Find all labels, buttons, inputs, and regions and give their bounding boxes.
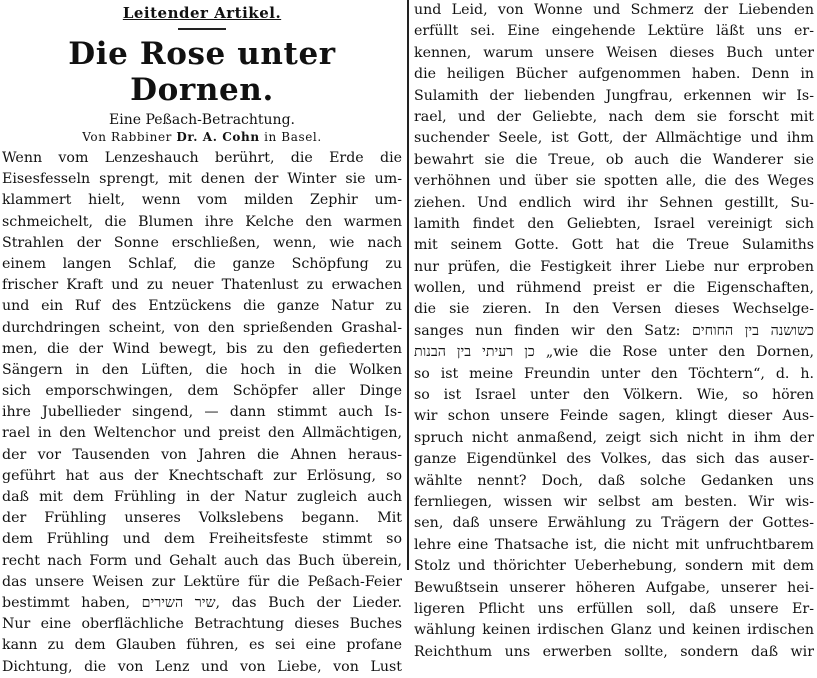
byline-suffix: in Basel. [264,130,322,144]
text-line: so ist meine Freundin unter den Töchtern“, d. h. [414,365,814,382]
column-divider [407,0,409,570]
text-line: כן רעיתי בין הבנות „wie die Rose unter den Dornen, [414,344,814,361]
article-subtitle: Eine Peßach-Betrachtung. [109,112,295,128]
text-line: wählte nennt? Doch, daß solche Gedanken uns [414,472,814,489]
right-column [414,0,814,663]
text-line: Nur eine oberflächliche Betrachtung dieses Buches [2,616,402,633]
text-line: daß mit dem Frühling in der Natur zugleich auch [2,489,402,505]
text-line: sen, daß unsere Erwählung zu Trägern der Gottes- [414,515,814,532]
text-line: men, die der Wind bewegt, bis zu den gefiederten [2,340,402,357]
right-column-text [414,0,814,663]
article-byline [2,130,402,144]
text-line: einem langen Schlaf, die ganze Schöpfung zu [2,255,402,272]
text-line: die heiligen Bücher aufgenommen haben. Denn in [414,66,814,83]
text-line: der Frühling unseres Volkslebens begann. Mit [2,510,402,527]
text-line: Stolz und thörichter Ueberhebung, sondern mit dem [414,558,814,575]
text-line: wir schon unsere Feinde sagen, klingt dieser Aus- [414,408,814,425]
text-line: rael, und der Geliebte, nach dem sie forscht mit [414,108,814,125]
text-line: spruch nicht anmaßend, zeigt sich nicht in ihm der [414,429,814,446]
text-line: und ein Ruf des Entzückens die ganze Natur zu [2,298,402,315]
text-line: kann zu dem Glauben führen, es sei eine profane [2,637,402,654]
text-line: fernliegen, wissen wir selbst am besten. Wir wis- [414,493,814,510]
text-line: suchender Seele, ist Gott, der Allmächtige und ihm [414,130,814,147]
text-line: Sulamith der liebenden Jungfrau, erkennen wir Is- [414,87,814,104]
text-line: ziehen. Und endlich wird ihr Sehnen gestillt, Su- [414,194,814,211]
text-line: bewahrt sie die Treue, ob auch die Wanderer sie [414,151,814,168]
text-line: Strahlen der Sonne erschließen, wenn, wie nach [2,234,402,251]
text-line: schmeichelt, die Blumen ihre Kelche den warmen [2,213,402,230]
text-line: ligeren Pflicht uns erfüllen soll, daß unsere Er- [414,600,814,617]
text-line: bestimmt haben, שיר השירים, das Buch der Lieder. [2,594,402,611]
text-line: durchdringen scheint, von den sprießenden Grashal- [2,319,402,336]
text-line: so ist Israel unter den Völkern. Wie, so hören [414,387,814,404]
byline-author: Dr. A. Cohn [176,130,260,144]
text-line: verhöhnen und über sie spotten alle, die des Weges [414,173,814,190]
text-line: rael in den Weltenchor und preist den Allmächtigen, [2,425,402,442]
text-line: Bewußtsein unserer höheren Aufgabe, unserer hei- [414,579,814,596]
text-line: dem Frühling und dem Freiheitsfeste stimmt so [2,531,402,548]
byline-prefix: Von Rabbiner [82,130,172,144]
text-line: Wenn vom Lenzeshauch berührt, die Erde die [2,150,402,166]
text-line: Eisesfesseln sprengt, mit denen der Winter sie um- [2,171,402,188]
left-column [2,0,402,678]
text-line: wollen, und rühmend preist er die Eigenschaften, [414,280,814,297]
article-title: Die Rose unter Dornen. [68,36,336,108]
text-line: wählung keinen irdischen Glanz und keinen irdischen [414,622,814,639]
text-line: Sängern in den Lüften, die hoch in die Wolken [2,361,402,378]
text-line: sich emporschwingen, dem Schöpfer aller Dinge [2,383,402,400]
text-line: die sie zieren. In den Versen dieses Wechselge- [414,301,814,318]
text-line: sanges nun finden wir den Satz: כשושנה בין החוחים [414,322,814,339]
heading-rule [178,28,226,30]
text-line: und Leid, von Wonne und Schmerz der Liebenden [414,2,814,18]
text-line: recht nach Form und Gehalt auch das Buch überein, [2,552,402,569]
text-line: nur prüfen, die Festigkeit ihrer Liebe nur erproben [414,258,814,275]
text-line: Reichthum uns erwerben sollte, sondern daß wir [414,643,814,660]
text-line: ihre Jubellieder singend, — dann stimmt auch Is- [2,404,402,421]
text-line: lehre eine Thatsache ist, die nicht mit unfruchtbarem [414,536,814,553]
section-heading: Leitender Artikel. [122,4,282,22]
text-line: geführt hat aus der Knechtschaft zur Erlösung, so [2,467,402,484]
text-line: Dichtung, die von Lenz und von Liebe, von Lust [2,658,402,675]
left-column-text [2,148,402,678]
text-line: kennen, warum unsere Weisen dieses Buch unter [414,44,814,61]
text-line: ganze Eigendünkel des Volkes, das sich das auser- [414,451,814,468]
text-line: das unsere Weisen zur Lektüre für die Peßach-Feier [2,573,402,590]
text-line: lamith findet den Geliebten, Israel vereinigt sich [414,215,814,232]
text-line: erfüllt sei. Eine eingehende Lektüre läßt uns er- [414,23,814,40]
text-line: klammert hielt, wenn vom milden Zephir um- [2,192,402,209]
text-line: der vor Tausenden von Jahren die Ahnen heraus- [2,446,402,463]
text-line: frischer Kraft und zu neuer Thatenlust zu erwachen [2,277,402,294]
text-line: mit seinem Gotte. Gott hat die Treue Sulamiths [414,237,814,254]
